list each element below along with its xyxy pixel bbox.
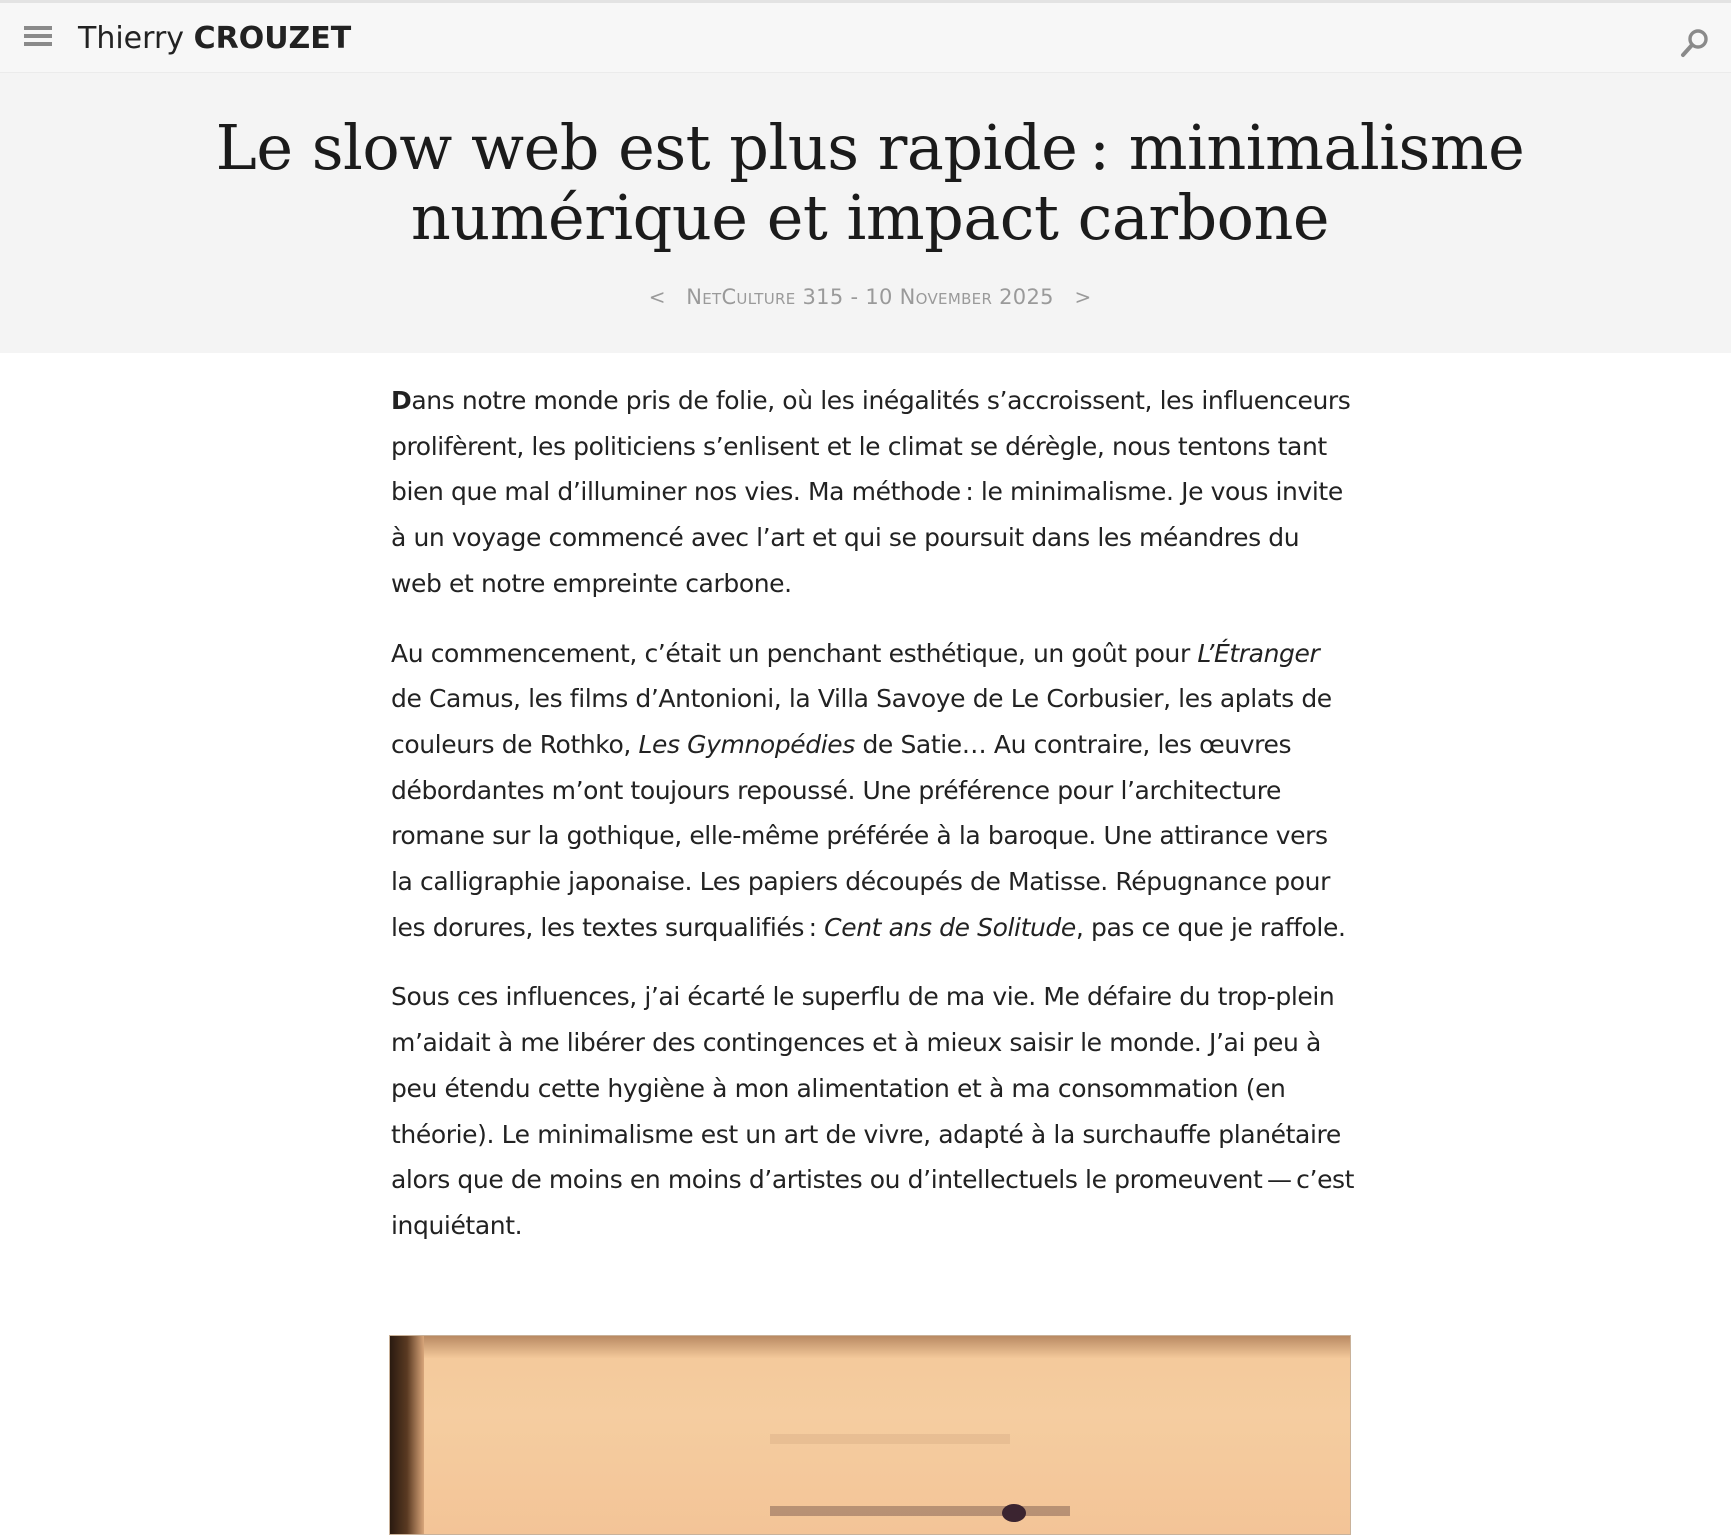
search-icon — [1677, 25, 1713, 61]
paragraph-2-text-g: , pas ce que je raffole. — [1075, 912, 1346, 942]
article-header — [0, 73, 1731, 353]
article-title: Le slow web est plus rapide : minimalisme numérique et impact carbone — [215, 111, 1525, 254]
site-title[interactable] — [78, 21, 351, 56]
paragraph-2-text-c: de Camus, les films d’Antonioni, la Villa Savoye de Le Corbusier, les aplats de couleurs de Rothko, — [391, 684, 1332, 759]
paragraph-3-text: Sous ces influences, j’ai écarté le superflu de ma vie. Me défaire du trop-plein m’aidait à me libérer des contingences et à mieux saisir le monde. J’ai peu à peu étendu cette hygiène à mon alimentation et à ma consommation (en théorie). Le minimalisme est un art de vivre, adapté à la surchauffe planétaire alors que de moins en moins d’artistes ou d’intellectuels le promeuvent — c’est inquiétant. — [391, 982, 1355, 1240]
paragraph-2 — [391, 631, 1356, 951]
image-faded-text — [770, 1434, 1010, 1444]
paragraph-1 — [391, 378, 1356, 607]
search-button[interactable] — [1677, 25, 1713, 61]
image-ink-blot — [1002, 1504, 1026, 1522]
top-bar — [0, 0, 1731, 73]
menu-button[interactable] — [24, 26, 58, 54]
paragraph-2-text-a: Au commencement, c’était un penchant esthétique, un goût pour — [391, 638, 1198, 668]
article-body — [391, 378, 1356, 1273]
site-title-first: Thierry — [78, 21, 185, 56]
image-top-edge — [390, 1336, 1351, 1358]
paragraph-3 — [391, 974, 1356, 1248]
meta-separator: - — [843, 285, 866, 309]
paragraph-1-text: ans notre monde pris de folie, où les inégalités s’accroissent, les influenceurs prolifèrent, les politiciens s’enlisent et le climat se dérègle, nous tentons tant bien que mal d’illuminer nos vies. Ma méthode : le minimalisme. Je vous invite à un voyage commencé avec l’art et qui se poursuit dans les méandres du web et notre empreinte carbone. — [391, 386, 1351, 598]
work-title-cent-ans: Cent ans de Solitude — [824, 912, 1076, 942]
drop-cap: D — [391, 386, 412, 415]
post-date: 10 November 2025 — [865, 285, 1054, 309]
next-post-link[interactable]: > — [1074, 285, 1092, 309]
article-image — [389, 1335, 1351, 1535]
series-link[interactable]: NetCulture 315 — [686, 285, 844, 309]
image-book-spine — [390, 1336, 424, 1535]
hamburger-menu-icon — [24, 26, 58, 46]
work-title-letranger: L’Étranger — [1197, 638, 1320, 668]
previous-post-link[interactable]: < — [648, 285, 666, 309]
site-title-last: CROUZET — [193, 21, 352, 56]
post-navigation — [0, 285, 1731, 309]
work-title-gymnopedies: Les Gymnopédies — [638, 729, 855, 759]
paragraph-2-text-e: de Satie… Au contraire, les œuvres débordantes m’ont toujours repoussé. Une préférence pour l’architecture romane sur la gothique, elle-même préférée à la baroque. Une attirance vers la calligraphie japonaise. Les papiers découpés de Matisse. Répugnance pour les dorures, les textes surqualifiés : — [391, 729, 1330, 942]
